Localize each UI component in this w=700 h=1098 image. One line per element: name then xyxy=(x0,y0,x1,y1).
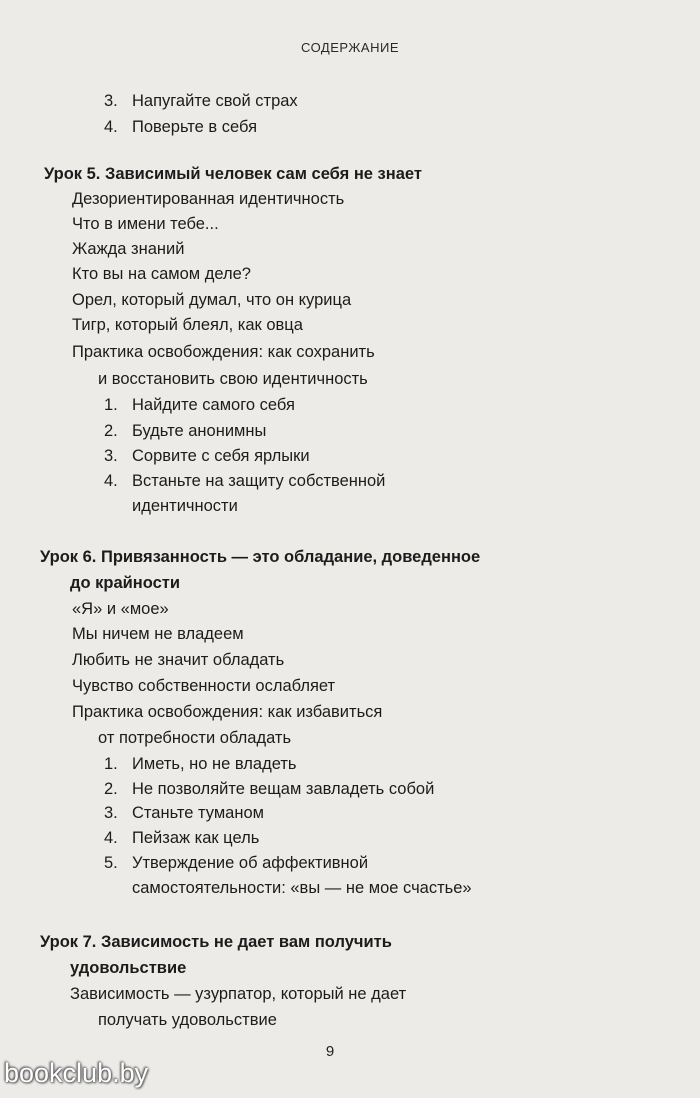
toc-entry-title: Чувство собственности ослабляет xyxy=(72,677,336,695)
toc-entry-title: Любить не значит обладать xyxy=(72,651,285,669)
toc-entry-number: 2. xyxy=(104,780,118,798)
toc-entry-title: самостоятельности: «вы — не мое счастье» xyxy=(132,879,472,897)
toc-entry-number: 2. xyxy=(104,422,118,440)
toc-entry-title: Мы ничем не владеем xyxy=(72,625,244,643)
page-header: СОДЕРЖАНИЕ xyxy=(300,40,399,55)
toc-entry-number: 4. xyxy=(104,829,118,847)
toc-lesson-title: до крайности xyxy=(70,574,181,592)
toc-entry-title: и восстановить свою идентичность xyxy=(98,370,368,388)
toc-entry-title: Иметь, но не владеть xyxy=(132,755,297,773)
toc-entry-title: Утверждение об аффективной xyxy=(132,854,369,872)
toc-entry-title: Найдите самого себя xyxy=(132,396,295,414)
toc-entry-number: 3. xyxy=(104,447,118,465)
toc-entry-title: Практика освобождения: как избавиться xyxy=(72,703,383,721)
toc-entry-title: Станьте туманом xyxy=(132,804,264,822)
page-number: 9 xyxy=(325,1043,335,1060)
toc-entry-title: Поверьте в себя xyxy=(132,118,258,136)
toc-entry-title: Зависимость — узурпатор, который не дает xyxy=(70,985,407,1003)
toc-entry-number: 1. xyxy=(104,396,118,414)
toc-entry-title: «Я» и «мое» xyxy=(72,600,169,618)
toc-entry-number: 3. xyxy=(104,804,118,822)
toc-entry-title: Дезориентированная идентичность xyxy=(72,190,345,208)
toc-entry-title: от потребности обладать xyxy=(98,729,292,747)
toc-entry-number: 5. xyxy=(104,854,118,872)
toc-entry-title: Встаньте на защиту собственной xyxy=(132,472,386,490)
toc-entry-title: Орел, который думал, что он курица xyxy=(72,291,352,309)
watermark: bookclub.by xyxy=(4,1058,149,1088)
toc-entry-title: Жажда знаний xyxy=(72,240,185,258)
toc-entry-number: 4. xyxy=(104,472,118,490)
toc-entry-title: Тигр, который блеял, как овца xyxy=(72,316,303,334)
toc-entry-title: Напугайте свой страх xyxy=(132,92,298,110)
toc-entry-title: Пейзаж как цель xyxy=(132,829,260,847)
toc-entry-title: Будьте анонимны xyxy=(132,422,267,440)
toc-lesson-title: Урок 7. Зависимость не дает вам получить xyxy=(40,933,392,951)
toc-entry-title: Сорвите с себя ярлыки xyxy=(132,447,310,465)
toc-lesson-title: Урок 6. Привязанность — это обладание, доведенное xyxy=(40,548,481,566)
toc-lesson-title: Урок 5. Зависимый человек сам себя не знает xyxy=(44,165,422,183)
toc-entry-title: идентичности xyxy=(132,497,238,515)
toc-entry-number: 4. xyxy=(104,118,118,136)
toc-entry-title: Не позволяйте вещам завладеть собой xyxy=(132,780,435,798)
toc-entry-number: 1. xyxy=(104,755,118,773)
toc-entry-title: Кто вы на самом деле? xyxy=(72,265,251,283)
toc-entry-number: 3. xyxy=(104,92,118,110)
toc-entry-title: Практика освобождения: как сохранить xyxy=(72,343,375,361)
toc-entry-title: Что в имени тебе... xyxy=(72,215,219,233)
toc-lesson-title: удовольствие xyxy=(70,959,187,977)
toc-entry-title: получать удовольствие xyxy=(98,1011,277,1029)
